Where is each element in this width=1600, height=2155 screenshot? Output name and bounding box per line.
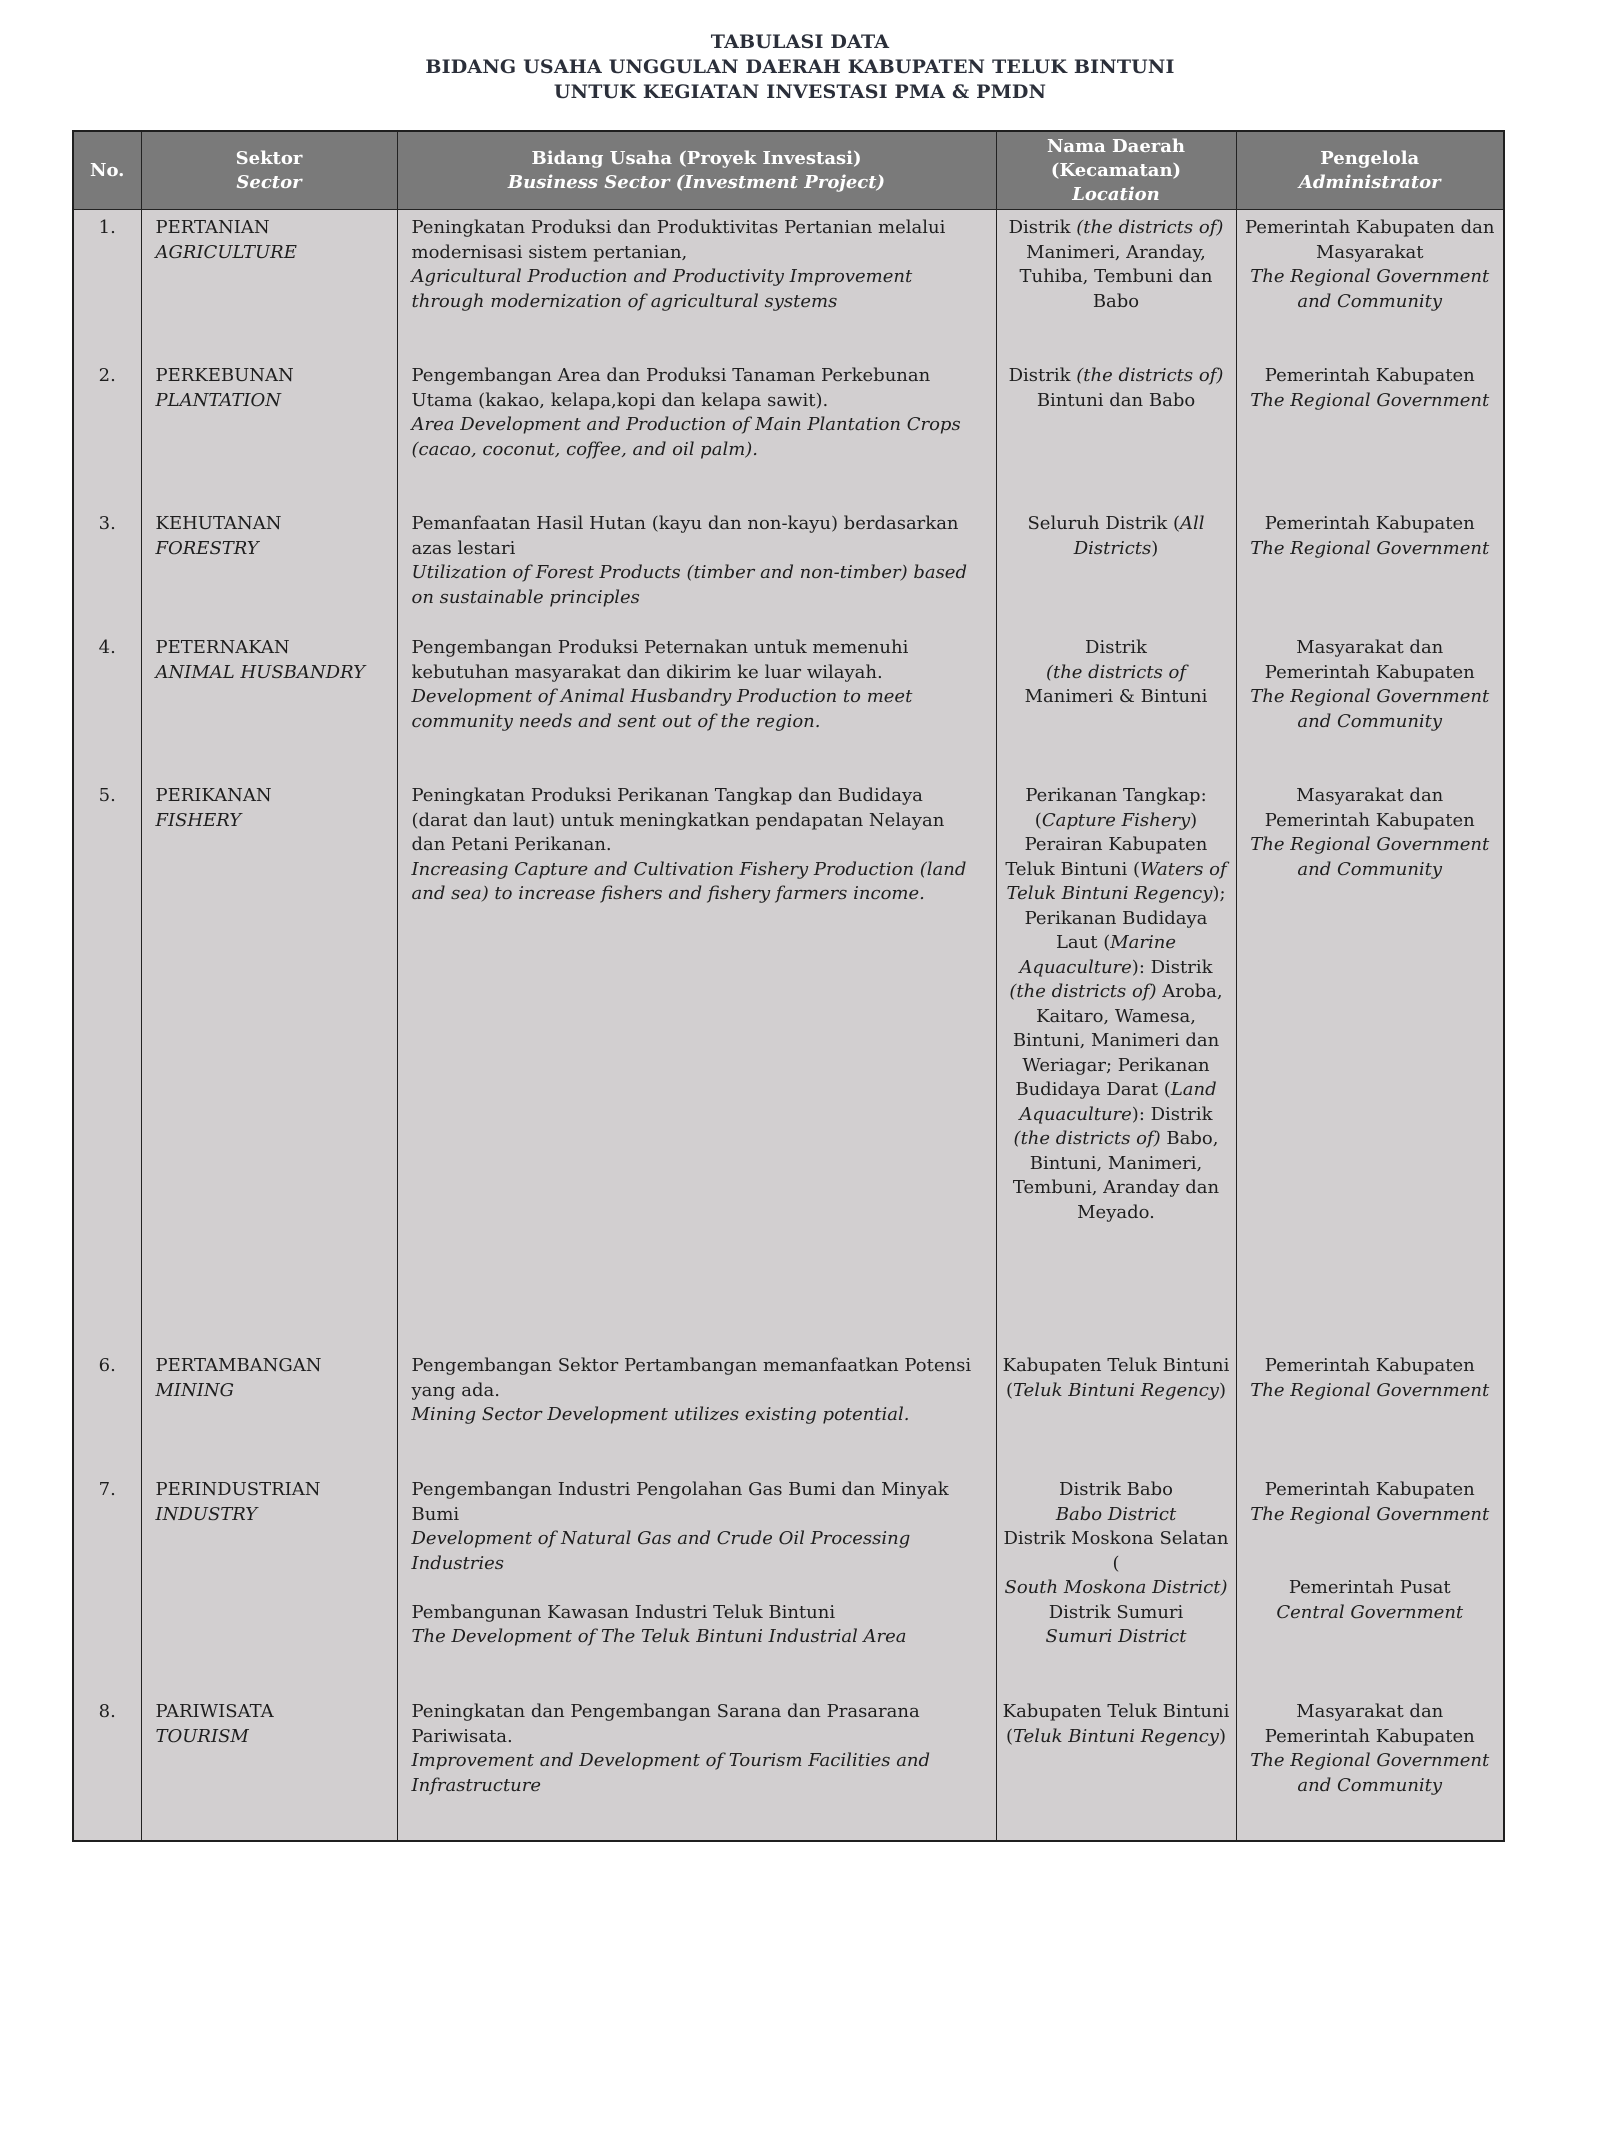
sector-id: PERKEBUNAN — [155, 365, 294, 386]
admin-en: The Regional Government and Community — [1250, 834, 1490, 880]
administrator-cell — [1236, 1472, 1504, 1694]
sector-en: INDUSTRY — [155, 1503, 258, 1525]
location-text-part: Aroba, Kaitaro, Wamesa, Bintuni, Manimeri dan Weriagar; Perikanan Budidaya Darat ( — [1012, 981, 1223, 1100]
admin-id: Pemerintah Kabupaten — [1264, 513, 1475, 534]
business-id: Pengembangan Industri Pengolahan Gas Bumi dan Minyak Bumi — [411, 1479, 949, 1525]
location-cell: Kabupaten Teluk Bintuni (Teluk Bintuni Regency) — [996, 1348, 1236, 1472]
header-admin-id: Pengelola — [1320, 147, 1420, 169]
admin2-en: Central Government — [1276, 1601, 1464, 1623]
location-cell — [996, 1472, 1236, 1694]
header-business-id: Bidang Usaha (Proyek Investasi) — [531, 147, 862, 169]
location-text-part: Land Aquaculture — [1019, 1079, 1217, 1125]
business-cell — [397, 1348, 996, 1472]
admin-id: Masyarakat dan Pemerintah Kabupaten — [1264, 785, 1475, 831]
sector-cell — [141, 210, 397, 359]
sector-cell — [141, 358, 397, 506]
administrator-cell — [1236, 778, 1504, 1348]
title-line-1: TABULASI DATA — [710, 31, 890, 53]
sector-cell — [141, 778, 397, 1348]
business-id: Pemanfaatan Hasil Hutan (kayu dan non-kayu) berdasarkan azas lestari — [411, 513, 959, 559]
sector-cell — [141, 1348, 397, 1472]
sector-id: PERTAMBANGAN — [155, 1355, 322, 1376]
location-text-part: Perikanan Tangkap: ( — [1025, 785, 1207, 831]
table-row — [73, 506, 1504, 630]
business-en: Agricultural Production and Productivity Improvement through modernization of agricultural systems — [411, 266, 913, 312]
sector-id: PERIKANAN — [155, 785, 272, 806]
business-en: Increasing Capture and Cultivation Fishery Production (land and sea) to increase fishers and fishery farmers income. — [411, 858, 967, 904]
sector-id: PETERNAKAN — [155, 637, 290, 658]
business2-en: The Development of The Teluk Bintuni Industrial Area — [411, 1626, 907, 1647]
business-id: Peningkatan Produksi dan Produktivitas Pertanian melalui modernisasi sistem pertanian, — [411, 217, 946, 263]
administrator-cell — [1236, 630, 1504, 778]
location-cell: Distrik (the districts of Manimeri & Bintuni — [996, 630, 1236, 778]
row-number: 6. — [73, 1348, 141, 1472]
location-en: Sumuri District — [1045, 1626, 1187, 1647]
sector-id: PARIWISATA — [155, 1701, 274, 1722]
administrator-cell — [1236, 1348, 1504, 1472]
location-en: South Moskona District) — [1004, 1577, 1228, 1598]
location-text-part: Capture Fishery — [1041, 809, 1191, 831]
business-cell — [397, 630, 996, 778]
sector-en: AGRICULTURE — [155, 241, 297, 263]
admin-en: The Regional Government — [1250, 1503, 1490, 1525]
business-cell — [397, 1694, 996, 1841]
sector-en: MINING — [155, 1379, 235, 1401]
business-cell — [397, 358, 996, 506]
header-business — [397, 131, 996, 210]
location-text-part: Marine Aquaculture — [1019, 932, 1177, 978]
admin2-id: Pemerintah Pusat — [1288, 1577, 1451, 1598]
title-line-2: BIDANG USAHA UNGGULAN DAERAH KABUPATEN TELUK BINTUNI — [425, 56, 1175, 78]
row-number: 4. — [73, 630, 141, 778]
business-id: Pengembangan Area dan Produksi Tanaman Perkebunan Utama (kakao, kelapa,kopi dan kelapa sawit). — [411, 365, 931, 411]
business-cell — [397, 1472, 996, 1694]
location-cell: Distrik (the districts of) Manimeri, Aranday, Tuhiba, Tembuni dan Babo — [996, 210, 1236, 359]
administrator-cell — [1236, 1694, 1504, 1841]
business-id: Pengembangan Sektor Pertambangan memanfaatkan Potensi yang ada. — [411, 1355, 972, 1401]
document-title — [0, 30, 1600, 105]
admin-en: The Regional Government and Community — [1250, 686, 1490, 732]
sector-en: PLANTATION — [155, 389, 281, 411]
sector-cell — [141, 630, 397, 778]
location-cell: Seluruh Distrik (All Districts) — [996, 506, 1236, 630]
business-cell — [397, 506, 996, 630]
location-text-part: ): Distrik — [1131, 1103, 1213, 1125]
location-cell: Kabupaten Teluk Bintuni (Teluk Bintuni Regency) — [996, 1694, 1236, 1841]
admin-id: Pemerintah Kabupaten — [1264, 1355, 1475, 1376]
admin-en: The Regional Government — [1250, 537, 1490, 559]
location-text-part: Babo, Bintuni, Manimeri, Tembuni, Aranday dan Meyado. — [1012, 1128, 1220, 1223]
sector-cell — [141, 1472, 397, 1694]
admin-id: Pemerintah Kabupaten — [1264, 365, 1475, 386]
spacer — [1243, 1552, 1498, 1577]
location-text-part: ); Perikanan Budidaya Laut ( — [1024, 883, 1226, 953]
investment-sector-table — [72, 130, 1505, 1842]
location-text-part: Waters of Teluk Bintuni Regency — [1006, 858, 1227, 904]
admin-id: Pemerintah Kabupaten — [1264, 1479, 1475, 1500]
header-sector-en: Sector — [236, 171, 302, 193]
table-row — [73, 630, 1504, 778]
business-id: Pengembangan Produksi Peternakan untuk memenuhi kebutuhan masyarakat dan dikirim ke luar wilayah. — [411, 637, 909, 683]
header-administrator — [1236, 131, 1504, 210]
sector-en: FORESTRY — [155, 537, 259, 559]
sector-en: ANIMAL HUSBANDRY — [155, 661, 365, 683]
header-location-en: Location — [1072, 183, 1160, 205]
row-number: 2. — [73, 358, 141, 506]
header-location-id1: Nama Daerah — [1046, 135, 1186, 157]
location-text-part: (the districts of) — [1009, 981, 1157, 1002]
table-row — [73, 1348, 1504, 1472]
location-text-part: ): Distrik — [1131, 956, 1213, 978]
sector-en: FISHERY — [155, 809, 242, 831]
header-location-id2: (Kecamatan) — [1050, 159, 1182, 181]
location-text-part: (the districts of) — [1013, 1128, 1161, 1149]
spacer — [412, 1576, 982, 1601]
admin-en: The Regional Government — [1250, 1379, 1490, 1401]
business-en: Area Development and Production of Main Plantation Crops (cacao, coconut, coffee, and oil palm). — [411, 414, 961, 460]
location-cell: Distrik (the districts of) Bintuni dan Babo — [996, 358, 1236, 506]
location-id: Distrik Sumuri — [1048, 1601, 1184, 1623]
business2-id: Pembangunan Kawasan Industri Teluk Bintuni — [411, 1601, 836, 1623]
table-row — [73, 778, 1504, 1348]
header-no: No. — [73, 131, 141, 210]
sector-cell — [141, 506, 397, 630]
administrator-cell — [1236, 210, 1504, 359]
business-en: Utilization of Forest Products (timber and non-timber) based on sustainable principles — [411, 562, 967, 608]
location-cell — [996, 778, 1236, 1348]
admin-id: Pemerintah Kabupaten dan Masyarakat — [1244, 217, 1495, 263]
admin-en: The Regional Government — [1250, 389, 1490, 411]
header-sector-id: Sektor — [235, 147, 303, 169]
sector-en: TOURISM — [155, 1725, 249, 1747]
table-row — [73, 1472, 1504, 1694]
title-line-3: UNTUK KEGIATAN INVESTASI PMA & PMDN — [553, 81, 1047, 103]
table-row — [73, 210, 1504, 359]
administrator-cell — [1236, 506, 1504, 630]
location-id: Distrik Babo — [1059, 1479, 1173, 1500]
admin-en: The Regional Government and Community — [1250, 1750, 1490, 1796]
sector-id: PERTANIAN — [155, 217, 270, 238]
row-number: 3. — [73, 506, 141, 630]
business-en: Mining Sector Development utilizes existing potential. — [411, 1404, 910, 1425]
row-number: 1. — [73, 210, 141, 359]
admin-id: Masyarakat dan Pemerintah Kabupaten — [1264, 637, 1475, 683]
header-admin-en: Administrator — [1298, 171, 1441, 193]
location-id: Distrik Moskona Selatan ( — [1003, 1528, 1229, 1574]
business-id: Peningkatan Produksi Perikanan Tangkap dan Budidaya (darat dan laut) untuk meningkatkan pendapatan Nelayan dan Petani Perikanan. — [411, 785, 945, 855]
table-header-row — [73, 131, 1504, 210]
admin-en: The Regional Government and Community — [1250, 266, 1490, 312]
row-number: 5. — [73, 778, 141, 1348]
administrator-cell — [1236, 358, 1504, 506]
header-sector — [141, 131, 397, 210]
spacer — [1243, 1527, 1498, 1552]
row-number: 7. — [73, 1472, 141, 1694]
business-cell — [397, 210, 996, 359]
business-cell — [397, 778, 996, 1348]
business-en: Improvement and Development of Tourism Facilities and Infrastructure — [411, 1750, 931, 1796]
sector-id: KEHUTANAN — [155, 513, 282, 534]
business-en: Development of Animal Husbandry Production to meet community needs and sent out of the region. — [411, 686, 913, 732]
sector-id: PERINDUSTRIAN — [155, 1479, 321, 1500]
header-business-en: Business Sector (Investment Project) — [507, 171, 886, 193]
header-location — [996, 131, 1236, 210]
table-row — [73, 1694, 1504, 1841]
business-en: Development of Natural Gas and Crude Oil Processing Industries — [411, 1528, 911, 1574]
table-row — [73, 358, 1504, 506]
location-text-part: ) Perairan Kabupaten Teluk Bintuni ( — [1005, 809, 1208, 880]
row-number: 8. — [73, 1694, 141, 1841]
sector-cell — [141, 1694, 397, 1841]
admin-id: Masyarakat dan Pemerintah Kabupaten — [1264, 1701, 1475, 1747]
location-en: Babo District — [1055, 1503, 1177, 1525]
business-id: Peningkatan dan Pengembangan Sarana dan Prasarana Pariwisata. — [411, 1701, 920, 1747]
